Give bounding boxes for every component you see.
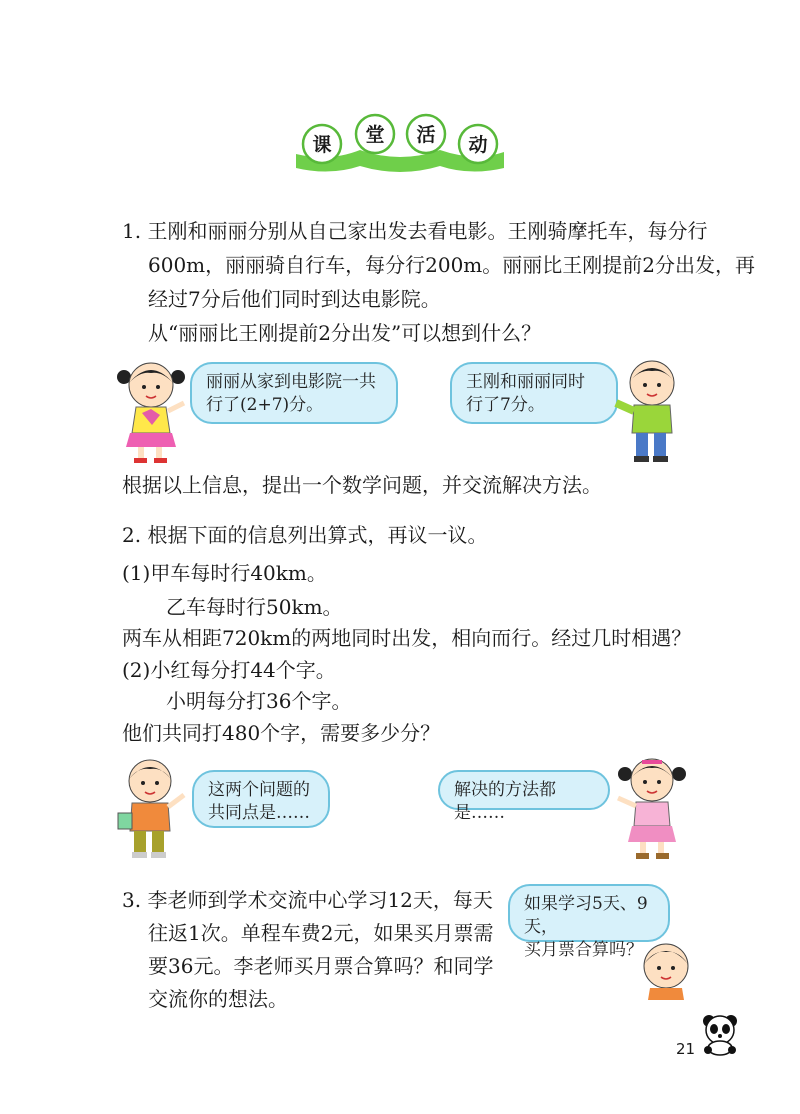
- banner-char: 活: [416, 124, 436, 146]
- q2-line: 两车从相距720km的两地同时出发，相向而行。经过几时相遇？: [122, 626, 692, 650]
- bubble-text: 行了7分。: [466, 395, 545, 415]
- bubble-text: 如果学习5天、9天，: [524, 894, 648, 937]
- bubble-text: 王刚和丽丽同时: [466, 372, 585, 392]
- panda-icon: [700, 1012, 740, 1056]
- girl-illustration: [112, 355, 192, 465]
- thought-bubble: [450, 362, 618, 424]
- q2-line: 2. 根据下面的信息列出算式，再议一议。: [122, 523, 488, 547]
- q1-line: 600m，丽丽骑自行车，每分行200m。丽丽比王刚提前2分出发，再: [148, 253, 756, 277]
- q2-line: (1)甲车每时行40km。: [122, 561, 327, 585]
- girl-illustration: [612, 752, 692, 864]
- q2-line: 乙车每时行50km。: [166, 595, 343, 619]
- section-banner: [290, 112, 510, 182]
- boy-illustration: [112, 755, 192, 865]
- thought-bubble: [190, 362, 398, 424]
- boy-illustration: [612, 355, 692, 465]
- page-number: 21: [676, 1040, 696, 1058]
- q1-question: 从“丽丽比王刚提前2分出发”可以想到什么？: [148, 321, 542, 345]
- banner-graphic: [290, 112, 510, 182]
- bubble-text: 共同点是……: [208, 803, 310, 823]
- banner-char: 堂: [365, 124, 385, 146]
- q1-line: 经过7分后他们同时到达电影院。: [148, 287, 441, 311]
- thought-bubble: [192, 770, 330, 828]
- q3-line: 要36元。李老师买月票合算吗？和同学: [148, 954, 494, 978]
- thought-bubble: [508, 884, 670, 960]
- bubble-text: 这两个问题的: [208, 780, 310, 800]
- q2-line: 他们共同打480个字，需要多少分？: [122, 721, 441, 745]
- q1-followup: 根据以上信息，提出一个数学问题，并交流解决方法。: [122, 473, 602, 497]
- q2-line: 小明每分打36个字。: [166, 689, 352, 713]
- q3-line: 交流你的想法。: [148, 987, 288, 1011]
- bubble-text: 丽丽从家到电影院一共: [206, 372, 376, 392]
- banner-char: 动: [468, 134, 488, 156]
- thought-bubble: [438, 770, 610, 823]
- bubble-text: 买月票合算吗？: [524, 940, 643, 960]
- boy-head-illustration: [636, 938, 696, 1000]
- banner-char: 课: [312, 134, 332, 156]
- q3-line: 往返1次。单程车费2元，如果买月票需: [148, 921, 494, 945]
- q1-line: 1. 王刚和丽丽分别从自己家出发去看电影。王刚骑摩托车，每分行: [122, 219, 708, 243]
- q2-line: (2)小红每分打44个字。: [122, 658, 336, 682]
- q3-line: 3. 李老师到学术交流中心学习12天，每天: [122, 888, 493, 912]
- bubble-text: 行了(2+7)分。: [206, 395, 324, 415]
- bubble-text: 解决的方法都是……: [454, 780, 556, 823]
